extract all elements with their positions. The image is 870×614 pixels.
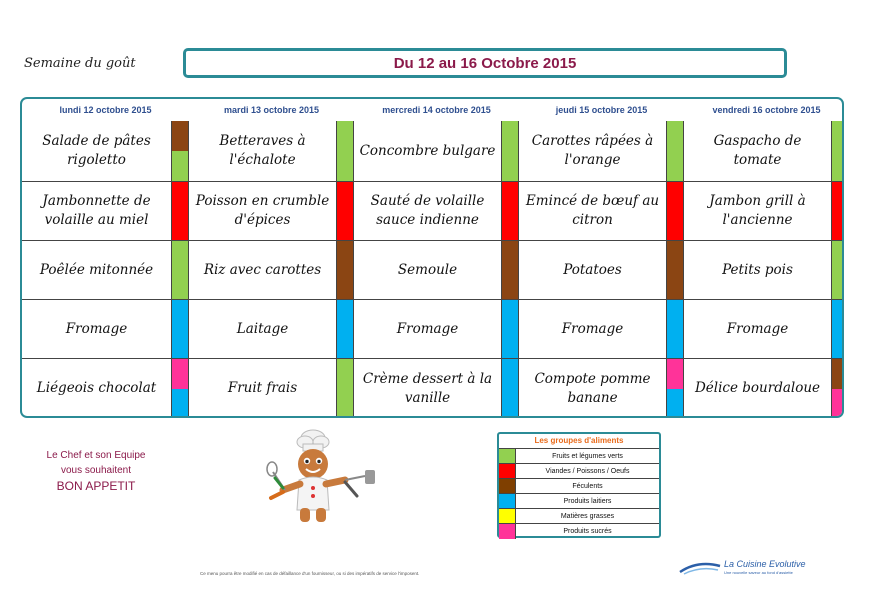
menu-dish: Gaspacho de tomate xyxy=(684,121,832,181)
logo-tagline: Une nouvelle saveur au fond d'assiette xyxy=(724,570,793,575)
menu-dish: Jambon grill à l'ancienne xyxy=(684,181,832,240)
legend-swatch xyxy=(499,524,516,539)
logo-name: La Cuisine Evolutive xyxy=(724,559,806,569)
food-group-color xyxy=(502,121,518,181)
legend-item xyxy=(499,449,659,464)
food-group-indicator xyxy=(832,181,844,240)
food-group-indicator xyxy=(832,240,844,299)
menu-dish: Potatoes xyxy=(519,240,667,299)
food-group-color xyxy=(337,182,353,240)
food-group-color xyxy=(172,121,188,151)
legend-item xyxy=(499,464,659,479)
food-group-indicator xyxy=(502,181,519,240)
food-group-indicator xyxy=(667,121,684,181)
food-group-color xyxy=(502,300,518,358)
food-group-indicator xyxy=(832,121,844,181)
food-group-color xyxy=(172,151,188,181)
food-group-color xyxy=(667,121,683,181)
menu-dish: Sauté de volaille sauce indienne xyxy=(354,181,502,240)
food-group-color xyxy=(832,182,844,240)
legend-label: Matières grasses xyxy=(560,512,615,520)
menu-dish: Salade de pâtes rigoletto xyxy=(22,121,172,181)
menu-dish: Concombre bulgare xyxy=(354,121,502,181)
food-group-indicator xyxy=(172,121,189,181)
food-group-color xyxy=(667,359,683,389)
food-group-indicator xyxy=(172,181,189,240)
day-header: mercredi 14 octobre 2015 xyxy=(382,105,491,115)
legend-swatch xyxy=(499,449,516,463)
food-group-indicator xyxy=(502,299,519,358)
food-group-indicator xyxy=(832,299,844,358)
legend-swatch xyxy=(499,479,516,493)
menu-dish: Fromage xyxy=(22,299,172,358)
menu-dish: Liégeois chocolat xyxy=(22,358,172,418)
menu-dish: Betteraves à l'échalote xyxy=(189,121,337,181)
menu-dish: Fromage xyxy=(354,299,502,358)
food-group-color xyxy=(502,359,518,418)
food-group-indicator xyxy=(337,121,354,181)
food-group-color xyxy=(832,359,844,389)
day-header: lundi 12 octobre 2015 xyxy=(59,105,152,115)
food-group-indicator xyxy=(172,299,189,358)
food-group-indicator xyxy=(502,358,519,418)
menu-dish: Semoule xyxy=(354,240,502,299)
day-header: jeudi 15 octobre 2015 xyxy=(555,105,648,115)
menu-grid xyxy=(22,121,844,418)
food-group-indicator xyxy=(502,121,519,181)
menu-dish: Petits pois xyxy=(684,240,832,299)
day-header: mardi 13 octobre 2015 xyxy=(223,105,320,115)
chef-message xyxy=(30,448,162,494)
chef-line-2: vous souhaitent xyxy=(60,465,132,476)
food-group-indicator xyxy=(502,240,519,299)
food-group-color xyxy=(172,182,188,240)
food-group-color xyxy=(172,300,188,358)
food-group-color xyxy=(172,241,188,299)
menu-dish: Poisson en crumble d'épices xyxy=(189,181,337,240)
legend-label: Féculents xyxy=(572,482,603,490)
menu-dish: Fromage xyxy=(684,299,832,358)
food-group-color xyxy=(667,241,683,299)
food-group-color xyxy=(667,182,683,240)
menu-dish: Crème dessert à la vanille xyxy=(354,358,502,418)
week-label: Semaine du goût xyxy=(24,56,136,71)
legend-item xyxy=(499,479,659,494)
legend-swatch xyxy=(499,509,516,523)
company-logo xyxy=(678,558,828,578)
food-group-color xyxy=(172,359,188,389)
menu-dish: Fromage xyxy=(519,299,667,358)
menu-dish: Compote pomme banane xyxy=(519,358,667,418)
food-group-indicator xyxy=(337,181,354,240)
menu-dish: Carottes râpées à l'orange xyxy=(519,121,667,181)
food-group-indicator xyxy=(337,299,354,358)
food-group-indicator xyxy=(667,358,684,418)
food-group-color xyxy=(832,121,844,181)
food-group-color xyxy=(337,300,353,358)
bon-appetit: BON APPETIT xyxy=(56,479,136,493)
day-header: vendredi 16 octobre 2015 xyxy=(712,105,821,115)
legend-item xyxy=(499,524,659,539)
legend-label: Fruits et légumes verts xyxy=(552,452,623,460)
food-group-color xyxy=(667,389,683,419)
legend-swatch xyxy=(499,464,516,478)
date-range: Du 12 au 16 Octobre 2015 xyxy=(393,54,577,72)
food-group-color xyxy=(337,241,353,299)
food-group-color xyxy=(832,241,844,299)
food-group-color xyxy=(502,182,518,240)
menu-dish: Jambonnette de volaille au miel xyxy=(22,181,172,240)
menu-dish: Emincé de bœuf au citron xyxy=(519,181,667,240)
page-title xyxy=(183,48,787,78)
food-group-indicator xyxy=(667,240,684,299)
food-group-indicator xyxy=(832,358,844,418)
food-group-color xyxy=(337,121,353,181)
legend-label: Produits laitiers xyxy=(563,497,612,505)
menu-dish: Riz avec carottes xyxy=(189,240,337,299)
menu-dish: Délice bourdaloue xyxy=(684,358,832,418)
food-group-color xyxy=(667,300,683,358)
food-groups-legend xyxy=(497,432,661,538)
food-group-color xyxy=(832,300,844,358)
legend-label: Viandes / Poissons / Oeufs xyxy=(545,467,630,475)
legend-title: Les groupes d'aliments xyxy=(499,434,659,449)
food-group-indicator xyxy=(172,240,189,299)
legend-item xyxy=(499,494,659,509)
food-group-indicator xyxy=(667,299,684,358)
footer-note: Ce menu pourra être modifié en cas de défaillance d'un fournisseur, ou si des impératifs de service l'imposent. xyxy=(200,571,420,576)
menu-dish: Fruit frais xyxy=(189,358,337,418)
food-group-color xyxy=(502,241,518,299)
food-group-indicator xyxy=(337,240,354,299)
food-group-indicator xyxy=(337,358,354,418)
legend-swatch xyxy=(499,494,516,508)
food-group-color xyxy=(832,389,844,419)
menu-dish: Laitage xyxy=(189,299,337,358)
chef-line-1: Le Chef et son Equipe xyxy=(46,450,146,461)
food-group-indicator xyxy=(667,181,684,240)
food-group-color xyxy=(337,359,353,418)
legend-item xyxy=(499,509,659,524)
food-group-color xyxy=(172,389,188,419)
chef-mascot-icon xyxy=(265,428,385,534)
menu-dish: Poêlée mitonnée xyxy=(22,240,172,299)
legend-label: Produits sucrés xyxy=(563,528,612,535)
menu-table xyxy=(20,97,844,418)
food-group-indicator xyxy=(172,358,189,418)
logo-swoosh-icon xyxy=(678,558,722,578)
